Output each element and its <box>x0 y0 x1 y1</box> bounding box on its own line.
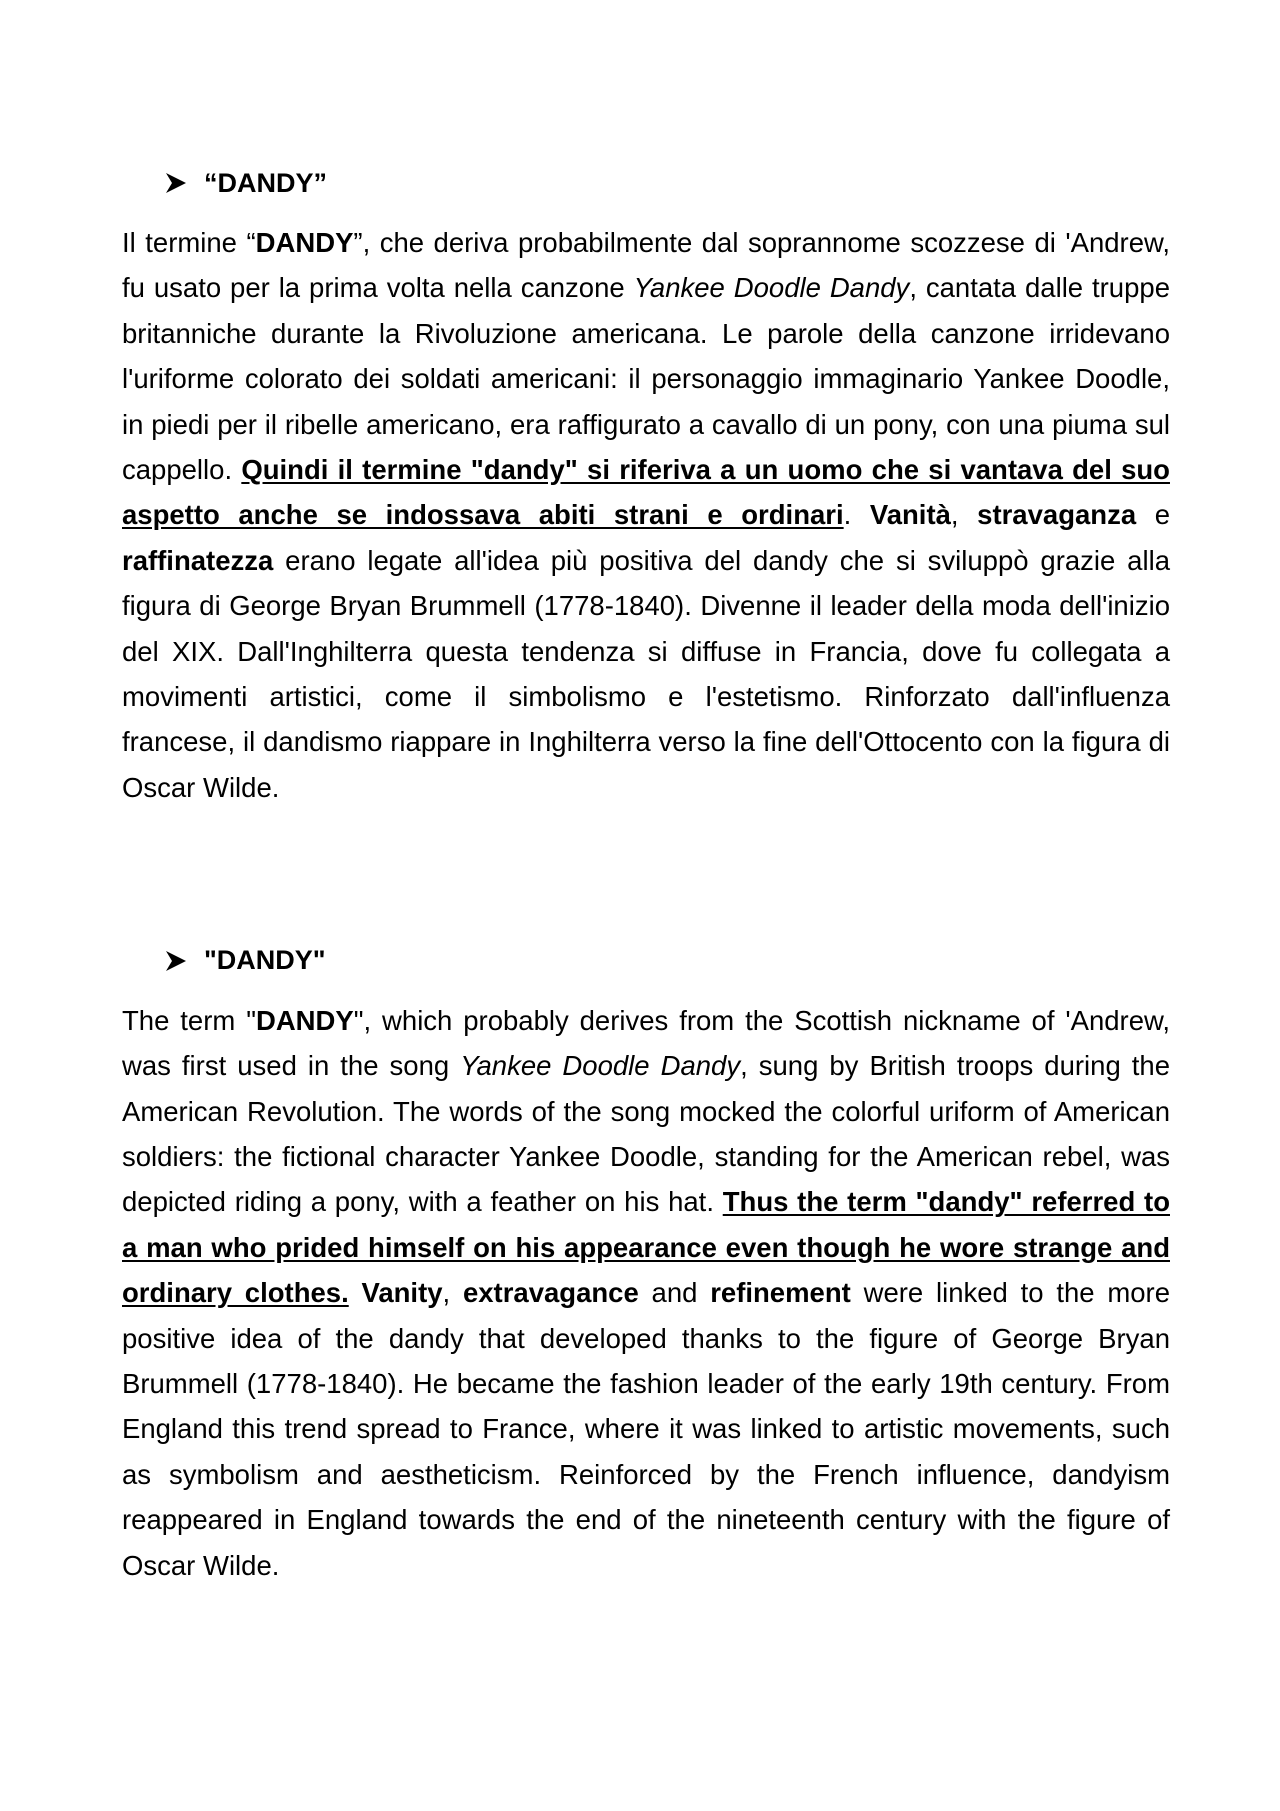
text-run: erano legate all'idea più positiva del dandy che si sviluppò grazie alla figura di George Bryan Brummell (1778-1840). Divenne il leader della moda dell'inizio del XIX. Dall'Inghilterra questa tendenza si diffuse in Francia, dove fu collegata a movimenti artistici, come il simbolismo e l'estetismo. Rinforzato dall'influenza francese, il dandismo riappare in Inghilterra verso la fine dell'Ottocento con la figura di Oscar Wilde. <box>122 544 1170 803</box>
arrowhead-bullet-icon <box>164 950 188 972</box>
song-title: Yankee Doodle Dandy <box>633 272 910 304</box>
text-run: Il termine “ <box>122 227 256 258</box>
text-run: e <box>1136 499 1171 531</box>
highlighted-sentence: Thus the term "dandy" referred to a man who prided himself on his appearance even though he wore strange and ordinary clothes. <box>122 1186 1170 1309</box>
arrowhead-bullet-icon <box>164 172 188 194</box>
text-run: , sung by British troops during the American Revolution. The words of the song mocked the colorful uriform of American soldiers: the fictional character Yankee Doodle, standing for the American rebel, was depicted riding a pony, with a feather on his hat. <box>122 1050 1170 1218</box>
text-run <box>349 1277 362 1308</box>
text-run: ", which probably derives from the Scottish nickname of 'Andrew, was first used in the song <box>122 1004 1170 1082</box>
bold-term: Vanità <box>869 499 951 531</box>
heading-text: "DANDY" <box>204 945 326 976</box>
text-run: and <box>638 1277 711 1309</box>
bold-term: stravaganza <box>977 499 1137 531</box>
bold-term: Vanity <box>361 1277 443 1309</box>
bold-term: DANDY <box>255 227 354 258</box>
document-page <box>122 160 1170 1616</box>
bold-term: extravagance <box>462 1277 639 1309</box>
text-run: ”, che deriva probabilmente dal soprannome scozzese di 'Andrew, fu usato per la prima volta nella canzone <box>122 227 1170 304</box>
section-heading-italian <box>164 160 1170 206</box>
section-heading-english <box>164 938 1170 984</box>
text-run: , <box>950 499 978 531</box>
song-title: Yankee Doodle Dandy <box>460 1050 741 1082</box>
text-run: were linked to the more positive idea of the dandy that developed thanks to the figure of George Bryan Brummell (1778-1840). He became the fashion leader of the early 19th century. From England this trend spread to France, where it was linked to artistic movements, such as symbolism and aestheticism. Reinforced by the French influence, dandyism reappeared in England towards the end of the nineteenth century with the figure of Oscar Wilde. <box>122 1277 1170 1581</box>
paragraph-english <box>122 998 1170 1588</box>
text-run: , cantata dalle truppe britanniche durante la Rivoluzione americana. Le parole della canzone irridevano l'uriforme colorato dei soldati americani: il personaggio immaginario Yankee Doodle, in piedi per il ribelle americano, era raffigurato a cavallo di un pony, con una piuma sul cappello. <box>122 272 1170 486</box>
text-run: . <box>843 499 870 531</box>
bold-term: raffinatezza <box>122 544 274 576</box>
text-run: , <box>442 1277 463 1309</box>
paragraph-italian <box>122 220 1170 810</box>
text-run: The term " <box>122 1004 256 1036</box>
bold-term: DANDY <box>255 1004 354 1036</box>
heading-text: “DANDY” <box>204 167 328 198</box>
bold-term: refinement <box>710 1277 851 1309</box>
section-gap <box>122 838 1170 938</box>
highlighted-sentence: Quindi il termine "dandy" si riferiva a un uomo che si vantava del suo aspetto anche se indossava abiti strani e ordinari <box>122 454 1170 531</box>
